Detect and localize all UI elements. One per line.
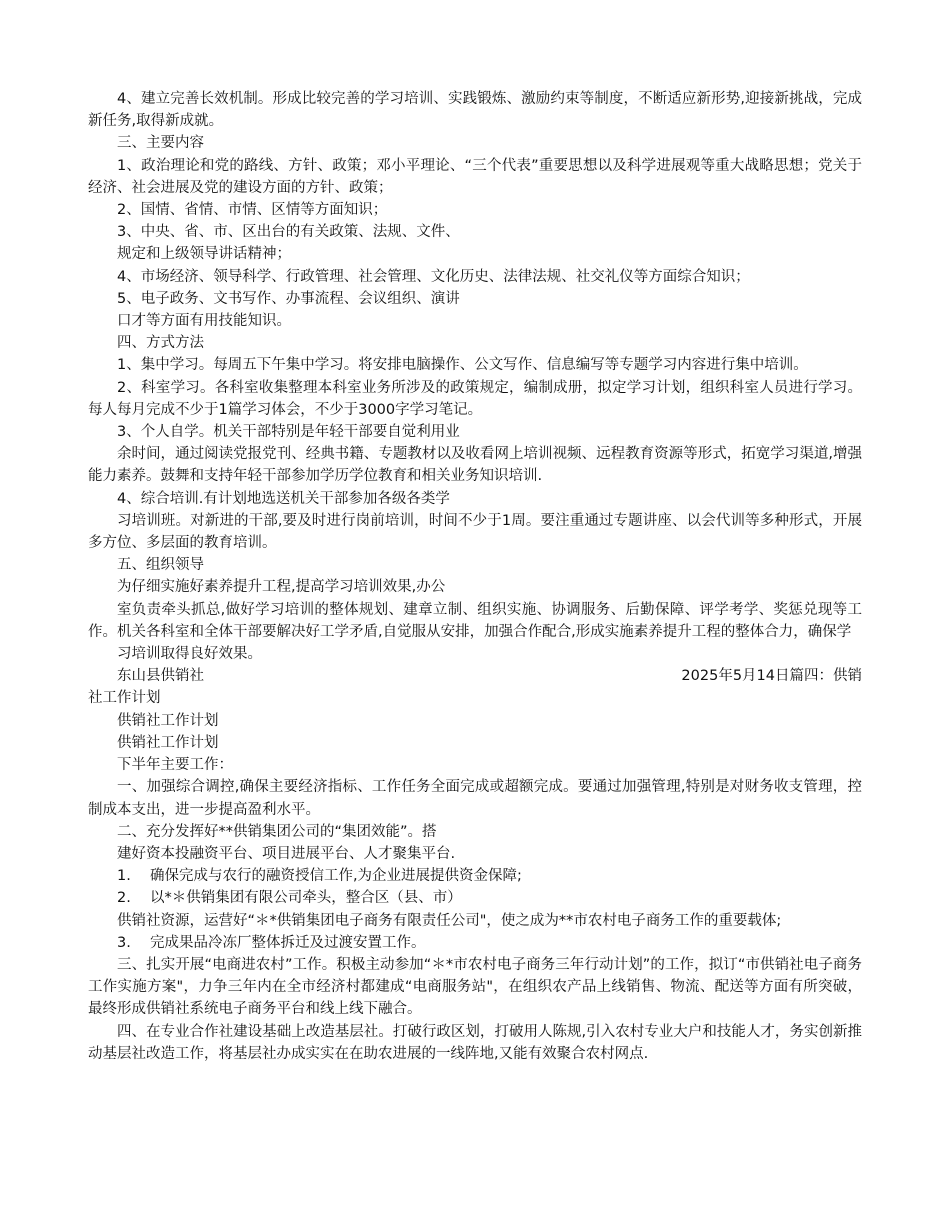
- paragraph: 习培训取得良好效果。: [117, 646, 262, 663]
- paragraph: 口才等方面有用技能知识。: [117, 313, 291, 330]
- paragraph: 2、国情、省情、市情、区情等方面知识；: [117, 202, 388, 219]
- paragraph: 建好资本投融资平台、项目进展平台、人才聚集平台.: [117, 845, 456, 862]
- paragraph: 四、在专业合作社建设基础上改造基层社。打破行政区划，打破用人陈规,引入农村专业大户和技能人才，务实创新推动基层社改造工作，将基层社办成实实在在助农进展的一线阵地,又能有效聚合农村网点.: [88, 1023, 862, 1062]
- paragraph: 3、个人自学。机关干部特别是年轻干部要自觉利用业: [117, 424, 460, 441]
- paragraph: 为仔细实施好素养提升工程,提高学习培训效果,办公: [117, 579, 446, 596]
- paragraph: 4、市场经济、领导科学、行政管理、社会管理、文化历史、法律法规、社交礼仪等方面综合知识；: [117, 268, 750, 285]
- list-item: 1. 确保完成与农行的融资授信工作,为企业进展提供资金保障;: [117, 868, 522, 885]
- section-heading: 四、方式方法: [117, 335, 204, 352]
- paragraph: 2、科室学习。各科室收集整理本科室业务所涉及的政策规定，编制成册，拟定学习计划，组织科室人员进行学习。每人每月完成不少于1篇学习体会，不少于3000字学习笔记。: [88, 379, 862, 418]
- paragraph: 习培训班。对新进的干部,要及时进行岗前培训，时间不少于1周。要注重通过专题讲座、以会代训等多种形式，开展多方位、多层面的教育培训。: [88, 512, 862, 552]
- section-heading: 三、主要内容: [117, 135, 204, 152]
- document-title: 供销社工作计划: [117, 712, 219, 729]
- paragraph: 5、电子政务、文书写作、办事流程、会议组织、演讲: [117, 290, 460, 307]
- paragraph: 1、集中学习。每周五下午集中学习。将安排电脑操作、公文写作、信息编写等专题学习内容进行集中培训。: [117, 357, 808, 374]
- paragraph: 4、综合培训.有计划地选送机关干部参加各级各类学: [117, 490, 450, 507]
- paragraph: 1、政治理论和党的路线、方针、政策；邓小平理论、“三个代表”重要思想以及科学进展观等重大战略思想；党关于经济、社会进展及党的建设方面的方针、政策；: [88, 157, 862, 196]
- section-heading: 五、组织领导: [117, 557, 204, 574]
- paragraph: 3、中央、省、市、区出台的有关政策、法规、文件、: [117, 224, 460, 241]
- paragraph: 规定和上级领导讲话精神；: [117, 246, 291, 263]
- body-part-2: [88, 710, 862, 1065]
- paragraph: 一、加强综合调控,确保主要经济指标、工作任务全面完成或超额完成。要通过加强管理,特别是对财务收支管理，控制成本支出，进一步提高盈利水平。: [88, 779, 862, 818]
- paragraph: 三、扎实开展“电商进农村”工作。积极主动参加“＊*市农村电子商务三年行动计划”的工作，拟订“市供销社电子商务工作实施方案"，力争三年内在全市经济村都建成“电商服务站"，在组织农产品上线销售、物流、配送等方面有所突破，最终形成供销社系统电子商务平台和线上线下融合。: [88, 956, 862, 1018]
- section-heading: 下半年主要工作：: [117, 757, 233, 774]
- body-part-1: [88, 88, 862, 665]
- list-item: 3. 完成果品冷冻厂整体拆迁及过渡安置工作。: [117, 934, 426, 951]
- paragraph: 供销社资源，运营好“＊*供销集团电子商务有限责任公司"，使之成为**市农村电子商务工作的重要载体;: [117, 912, 782, 929]
- paragraph: 余时间，通过阅读党报党刊、经典书籍、专题教材以及收看网上培训视频、远程教育资源等形式，拓宽学习渠道,增强能力素养。鼓舞和支持年轻干部参加学历学位教育和相关业务知识培训.: [88, 446, 862, 485]
- signature-date: 2025年5月14日篇四：供销: [681, 668, 862, 685]
- signature-continuation: 社工作计划: [88, 690, 161, 707]
- paragraph: 4、建立完善长效机制。形成比较完善的学习培训、实践锻炼、激励约束等制度，不断适应新形势,迎接新挑战，完成新任务,取得新成就。: [88, 91, 862, 130]
- document-subtitle: 供销社工作计划: [117, 734, 219, 751]
- signature-organization: 东山县供销社: [117, 668, 204, 685]
- paragraph: 室负责牵头抓总,做好学习培训的整体规划、建章立制、组织实施、协调服务、后勤保障、评学考学、奖惩兑现等工作。机关各科室和全体干部要解决好工学矛盾,自觉服从安排，加强合作配合,形成实施素养提升工程的整体合力，确保学: [88, 601, 862, 640]
- paragraph: 二、充分发挥好**供销集团公司的“集团效能”。搭: [117, 823, 437, 840]
- list-item: 2. 以*＊供销集团有限公司牵头，整合区（县、市）: [117, 890, 462, 907]
- signature-row: [88, 665, 862, 687]
